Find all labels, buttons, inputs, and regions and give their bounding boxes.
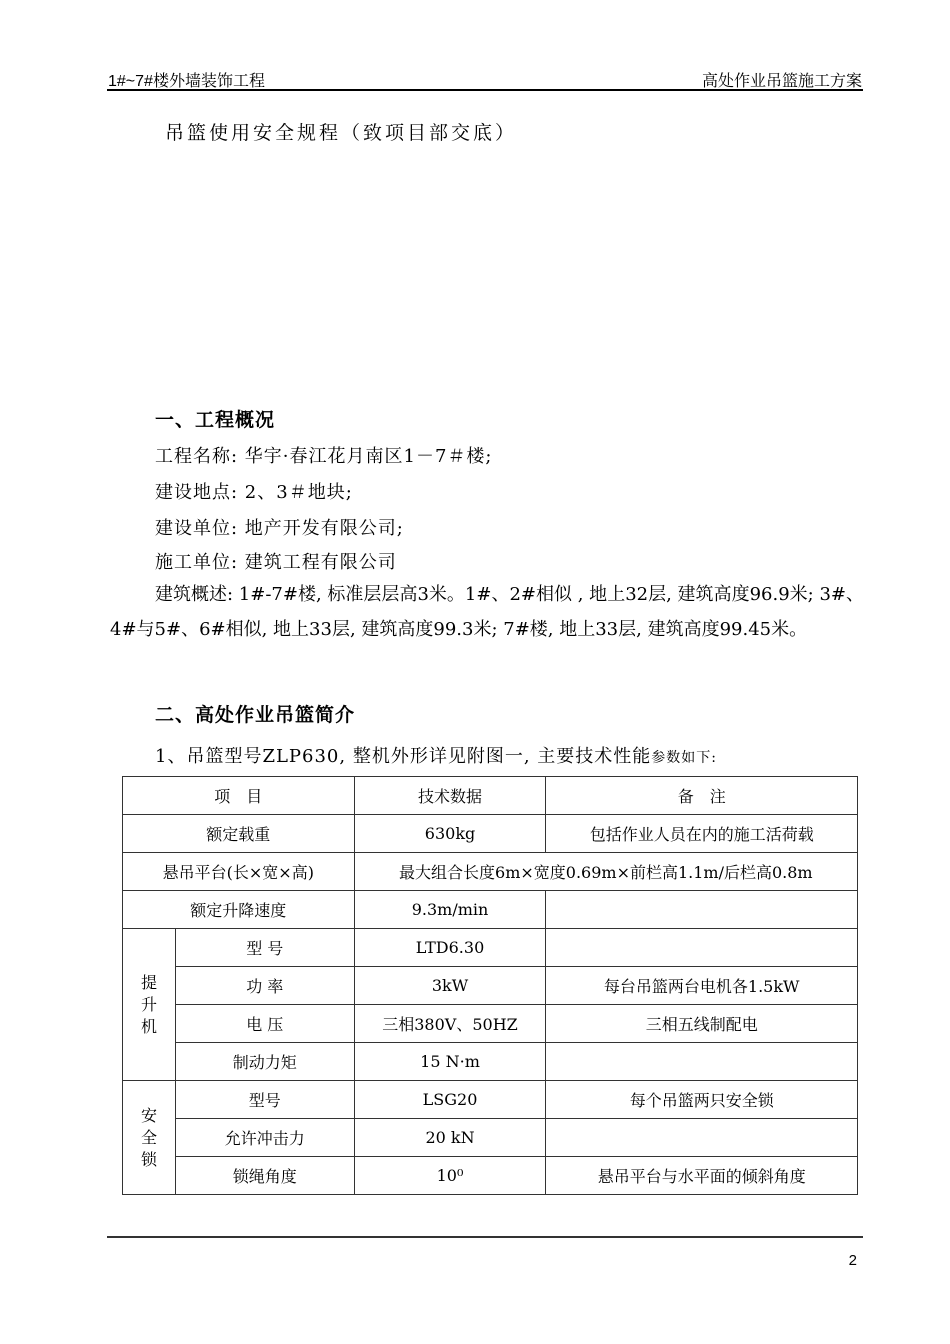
table-row — [123, 815, 858, 853]
page-number: 2 — [848, 1252, 857, 1269]
basket-intro-small: 参数如下: — [651, 750, 717, 766]
cell-data: 20 kN — [354, 1119, 546, 1157]
project-name: 工程名称: 华宇·春江花月南区1－7＃楼; — [155, 446, 493, 467]
cell-data: 9.3m/min — [354, 891, 546, 929]
group-label-hoist: 提 升 机 — [123, 929, 176, 1081]
cell-data: 三相380V、50HZ — [354, 1005, 546, 1043]
cell-data: 630kg — [354, 815, 546, 853]
project-contractor: 施工单位: 建筑工程有限公司 — [155, 552, 397, 573]
basket-intro-main: 1、吊篮型号ZLP630, 整机外形详见附图一, 主要技术性能 — [155, 746, 652, 767]
cell-note: 三相五线制配电 — [546, 1005, 858, 1043]
header-right-title: 高处作业吊篮施工方案 — [701, 73, 862, 90]
table-row — [123, 891, 858, 929]
cell-note: 包括作业人员在内的施工活荷载 — [546, 815, 858, 853]
section-heading-1: 一、工程概况 — [155, 409, 276, 431]
cell-data: 3kW — [354, 967, 546, 1005]
basket-intro — [155, 742, 717, 768]
header-left-title: 1#~7#楼外墙装饰工程 — [108, 73, 265, 90]
cell-item: 型号 — [175, 1081, 354, 1119]
document-title: 吊篮使用安全规程（致项目部交底） — [165, 122, 518, 144]
cell-item: 额定升降速度 — [123, 891, 355, 929]
cell-note — [546, 1043, 858, 1081]
footer-divider — [107, 1236, 863, 1238]
header-data: 技术数据 — [354, 777, 546, 815]
cell-data: 10⁰ — [354, 1157, 546, 1195]
table-header-row — [123, 777, 858, 815]
cell-item: 锁绳角度 — [175, 1157, 354, 1195]
cell-data: 最大组合长度6m×宽度0.69m×前栏高1.1m/后栏高0.8m — [354, 853, 857, 891]
cell-note: 悬吊平台与水平面的倾斜角度 — [546, 1157, 858, 1195]
cell-item: 型 号 — [175, 929, 354, 967]
cell-item: 制动力矩 — [175, 1043, 354, 1081]
cell-note: 每台吊篮两台电机各1.5kW — [546, 967, 858, 1005]
header-note: 备 注 — [546, 777, 858, 815]
table-row — [123, 929, 858, 967]
group-label-lock: 安 全 锁 — [123, 1081, 176, 1195]
cell-note — [546, 929, 858, 967]
table-row — [123, 1157, 858, 1195]
cell-note — [546, 1119, 858, 1157]
cell-note — [546, 891, 858, 929]
table-row — [123, 1005, 858, 1043]
header-divider — [107, 89, 863, 91]
cell-item: 功 率 — [175, 967, 354, 1005]
cell-data: LSG20 — [354, 1081, 546, 1119]
cell-note: 每个吊篮两只安全锁 — [546, 1081, 858, 1119]
cell-item: 允许冲击力 — [175, 1119, 354, 1157]
cell-item: 电 压 — [175, 1005, 354, 1043]
cell-data: LTD6.30 — [354, 929, 546, 967]
cell-item: 额定载重 — [123, 815, 355, 853]
project-owner: 建设单位: 地产开发有限公司; — [155, 518, 404, 539]
header-item: 项 目 — [123, 777, 355, 815]
spec-table — [122, 776, 858, 1195]
table-row — [123, 1081, 858, 1119]
building-overview: 建筑概述: 1#-7#楼, 标准层层高3米。1#、2#相似 , 地上32层, 建筑高度96.9米; 3#、4#与5#、6#相似, 地上33层, 建筑高度99.3米; 7#楼, 地上33层, 建筑高度99.45米。 — [110, 584, 864, 640]
cell-data: 15 N·m — [354, 1043, 546, 1081]
section-heading-2: 二、高处作业吊篮简介 — [155, 704, 356, 726]
project-location: 建设地点: 2、3＃地块; — [155, 482, 353, 503]
table-row — [123, 1043, 858, 1081]
cell-item: 悬吊平台(长×宽×高) — [123, 853, 355, 891]
table-row — [123, 853, 858, 891]
table-row — [123, 967, 858, 1005]
table-row — [123, 1119, 858, 1157]
